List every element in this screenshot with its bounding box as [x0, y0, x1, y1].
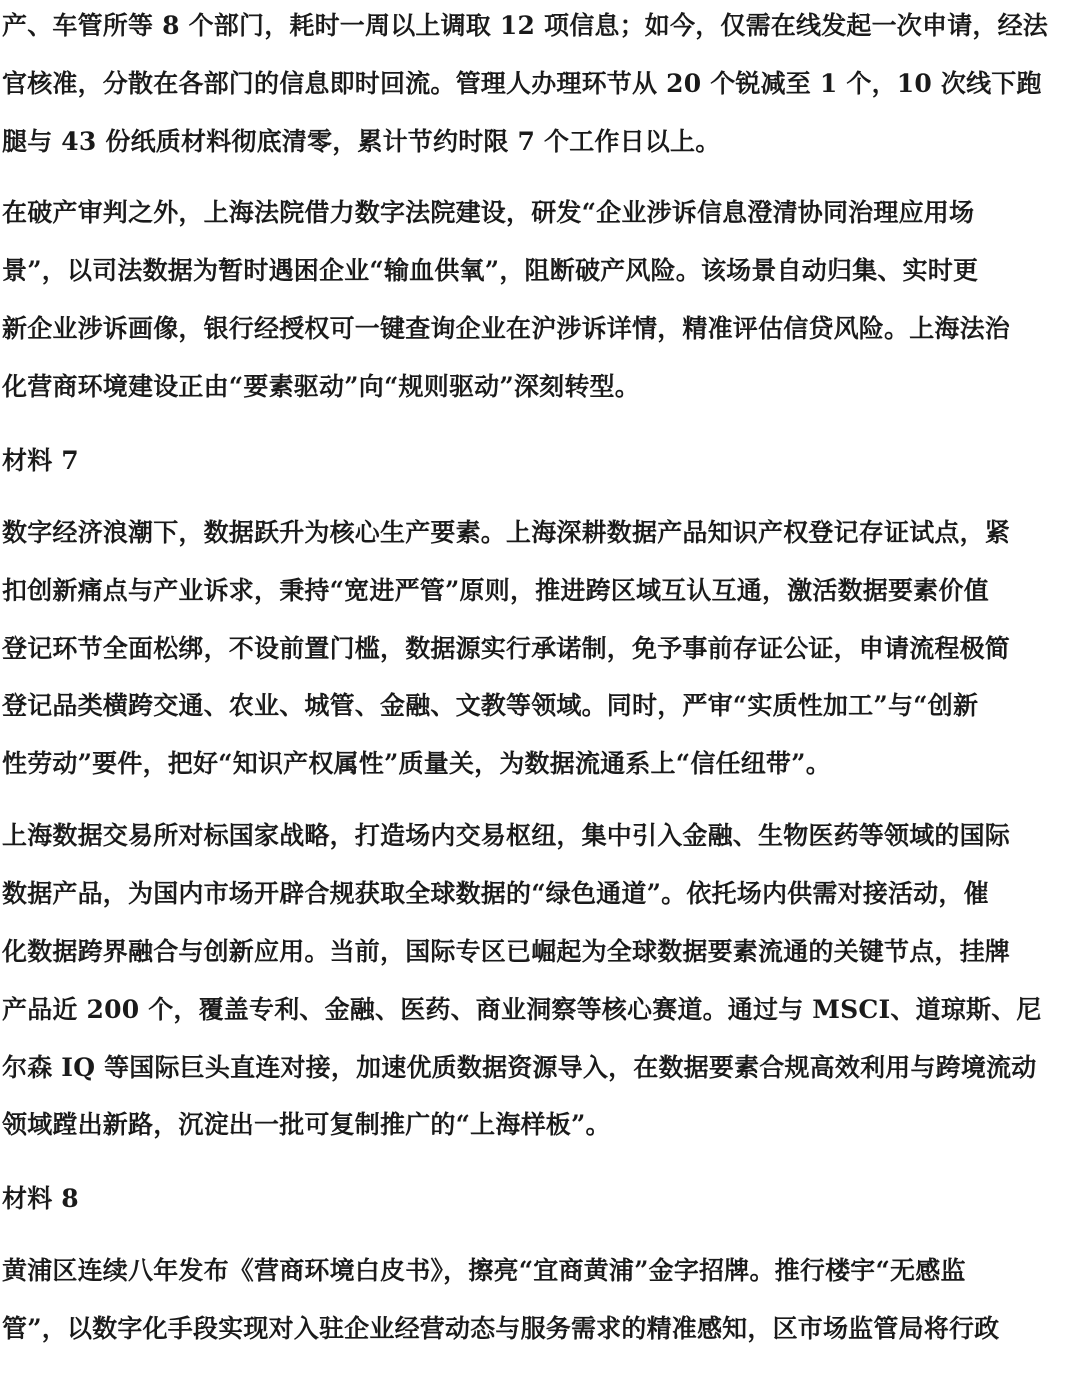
text-line: 产品近 200 个，覆盖专利、金融、医药、商业洞察等核心赛道。通过与 MSCI、道琼斯、尼: [2, 995, 1042, 1024]
text-line: 领域蹚出新路，沉淀出一批可复制推广的“上海样板”。: [2, 1110, 611, 1139]
text-line: 化营商环境建设正由“要素驱动”向“规则驱动”深刻转型。: [2, 372, 640, 401]
text-line: 管”，以数字化手段实现对入驻企业经营动态与服务需求的精准感知，区市场监管局将行政: [2, 1314, 1000, 1343]
text-line: 上海数据交易所对标国家战略，打造场内交易枢纽，集中引入金融、生物医药等领域的国际: [2, 821, 1011, 850]
text-line: 景”，以司法数据为暂时遇困企业“输血供氧”，阻断破产风险。该场景自动归集、实时更: [2, 256, 979, 285]
text-line: 数字经济浪潮下，数据跃升为核心生产要素。上海深耕数据产品知识产权登记存证试点，紧: [2, 518, 1011, 547]
text-line: 腿与 43 份纸质材料彻底清零，累计节约时限 7 个工作日以上。: [2, 127, 721, 156]
text-line: 黄浦区连续八年发布《营商环境白皮书》，擦亮“宜商黄浦”金字招牌。推行楼宇“无感监: [2, 1256, 966, 1285]
text-line: 登记环节全面松绑，不设前置门槛，数据源实行承诺制，免予事前存证公证，申请流程极简: [2, 634, 1011, 663]
text-line: 产、车管所等 8 个部门，耗时一周以上调取 12 项信息；如今，仅需在线发起一次申请，经法: [2, 11, 1049, 40]
section-heading: 材料 8: [2, 1184, 79, 1213]
section-heading: 材料 7: [2, 446, 79, 475]
text-line: 在破产审判之外，上海法院借力数字法院建设，研发“企业涉诉信息澄清协同治理应用场: [2, 198, 975, 227]
text-line: 数据产品，为国内市场开辟合规获取全球数据的“绿色通道”。依托场内供需对接活动，催: [2, 879, 989, 908]
text-line: 性劳动”要件，把好“知识产权属性”质量关，为数据流通系上“信任纽带”。: [2, 749, 831, 778]
text-line: 官核准，分散在各部门的信息即时回流。管理人办理环节从 20 个锐减至 1 个，10 次线下跑: [2, 69, 1042, 98]
text-line: 登记品类横跨交通、农业、城管、金融、文教等领域。同时，严审“实质性加工”与“创新: [2, 691, 979, 720]
text-line: 化数据跨界融合与创新应用。当前，国际专区已崛起为全球数据要素流通的关键节点，挂牌: [2, 937, 1011, 966]
text-line: 新企业涉诉画像，银行经授权可一键查询企业在沪涉诉详情，精准评估信贷风险。上海法治: [2, 314, 1011, 343]
text-line: 扣创新痛点与产业诉求，秉持“宽进严管”原则，推进跨区域互认互通，激活数据要素价值: [2, 576, 989, 605]
text-line: 尔森 IQ 等国际巨头直连对接，加速优质数据资源导入，在数据要素合规高效利用与跨境流动: [2, 1053, 1037, 1082]
